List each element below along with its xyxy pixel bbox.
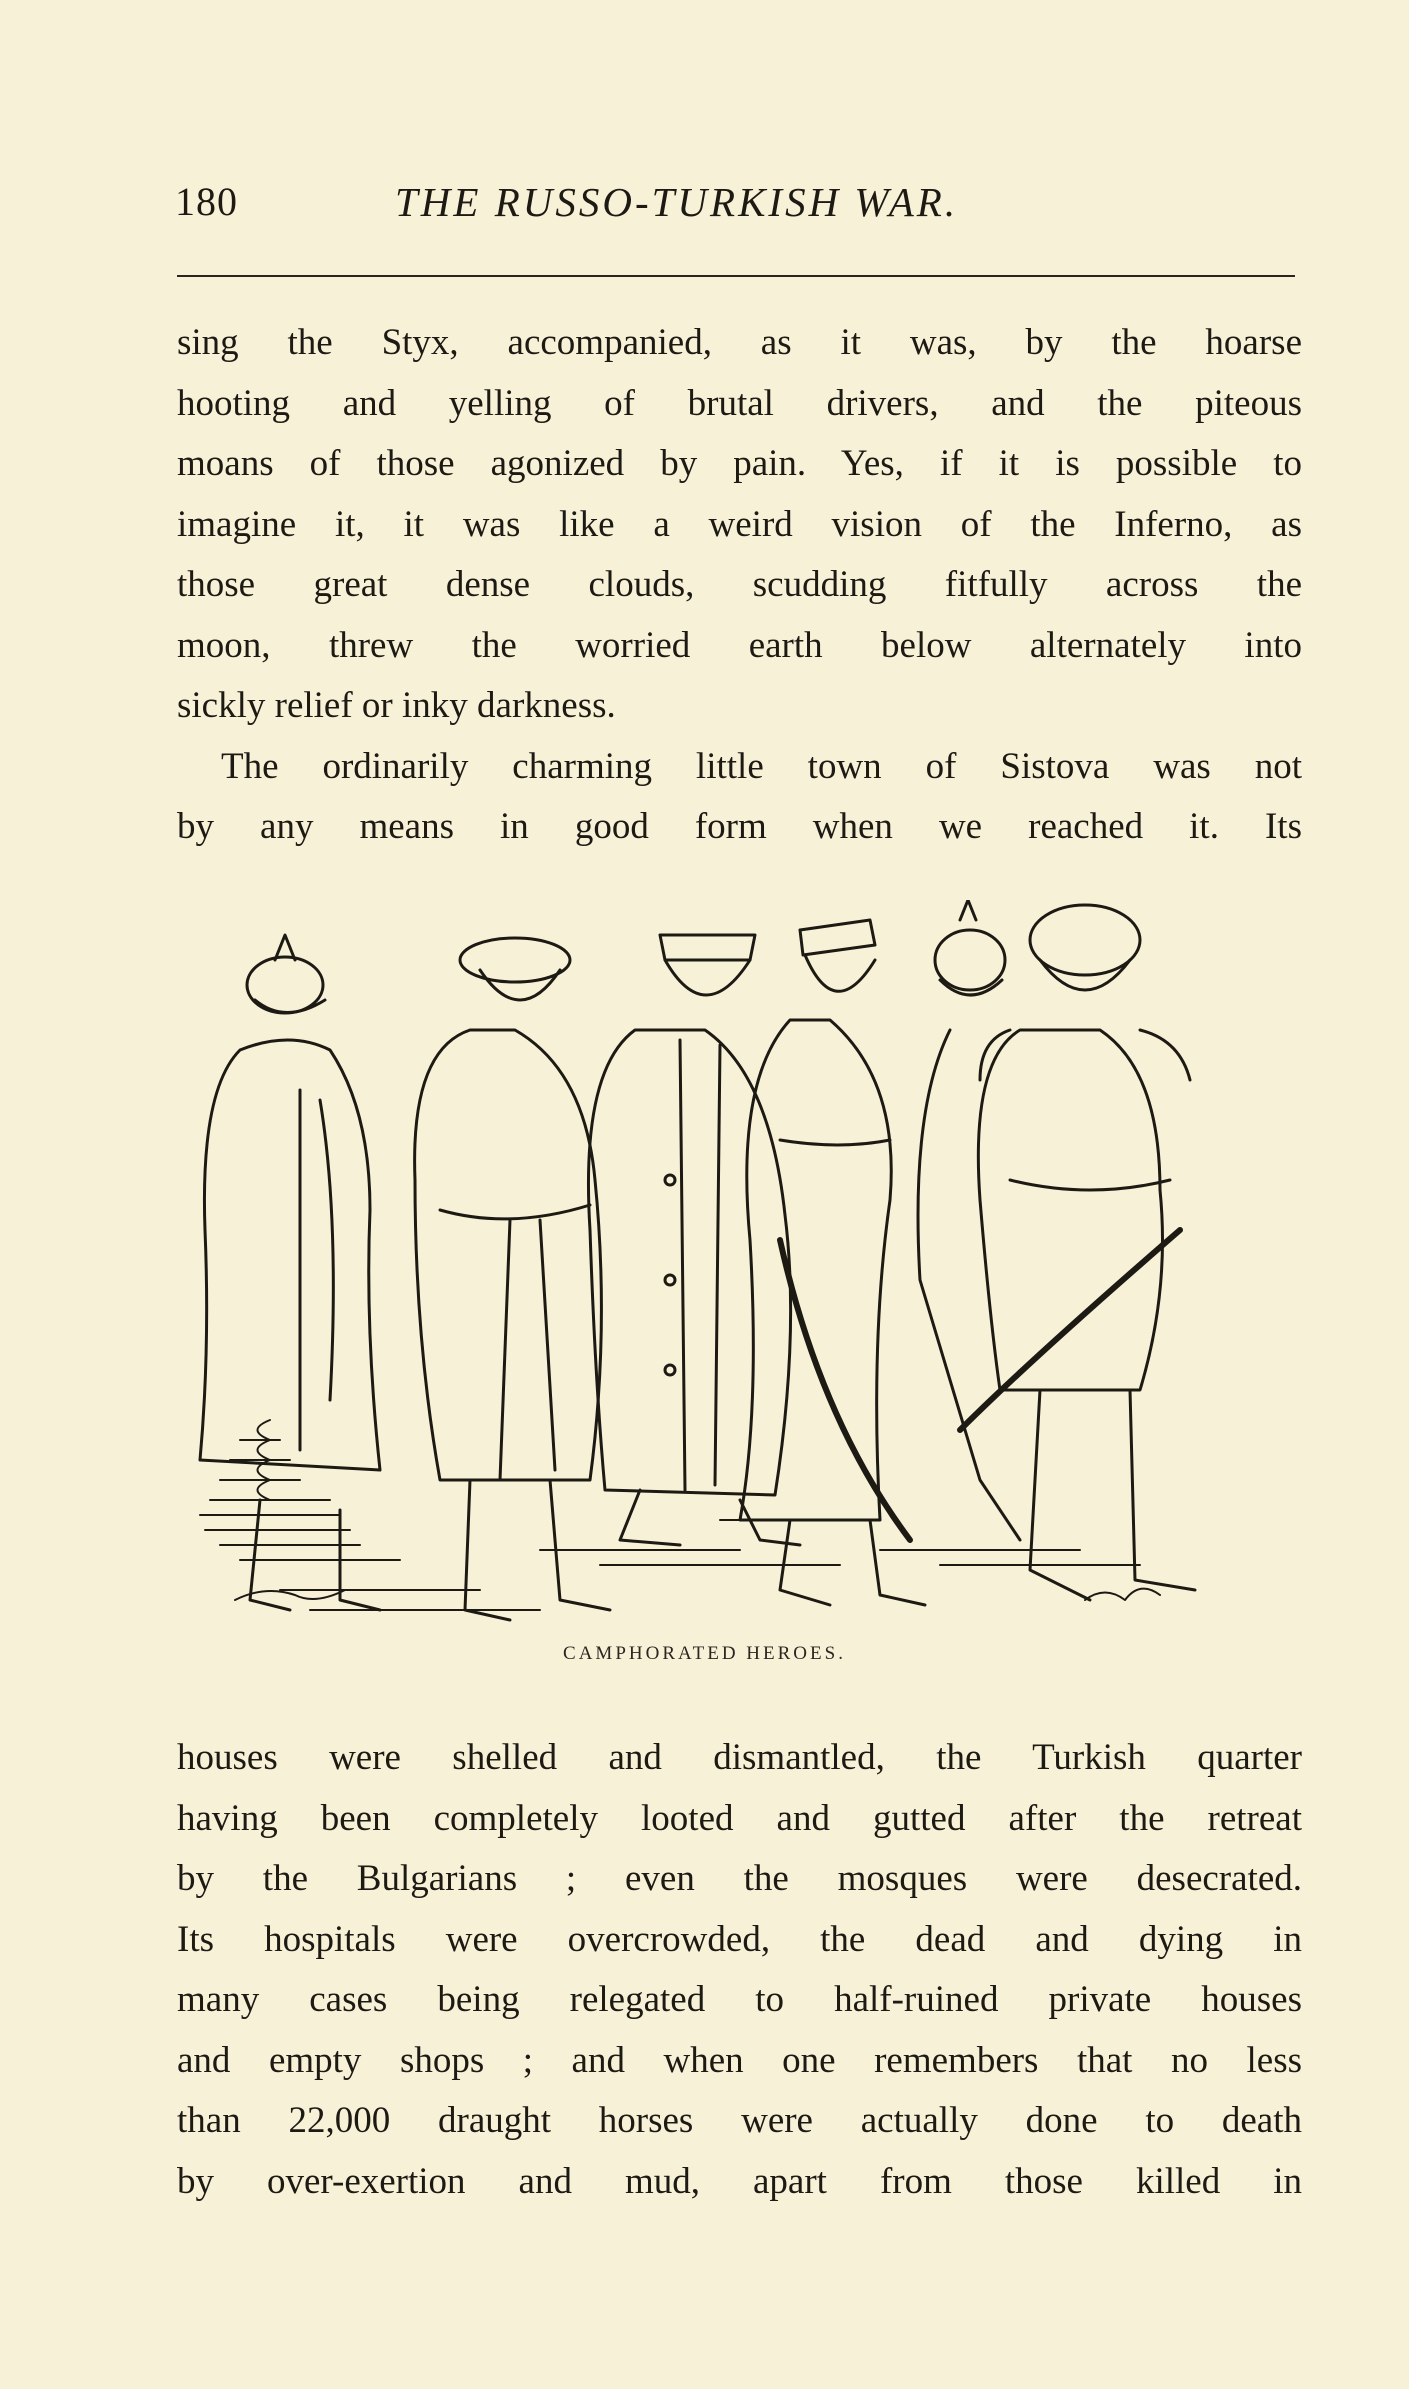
text-line: those great dense clouds, scudding fitfully across the (177, 564, 1302, 605)
text-line: than 22,000 draught horses were actually done to death (177, 2100, 1302, 2141)
text-line: and empty shops ; and when one remembers that no less (177, 2039, 1302, 2081)
body-text-bottom (177, 1728, 1302, 2212)
text-line: many cases being relegated to half-ruined private houses (177, 1979, 1302, 2020)
body-text-top (177, 313, 1302, 858)
figure-caption: CAMPHORATED HEROES. (563, 1643, 846, 1664)
text-line: moans of those agonized by pain. Yes, if it is possible to (177, 443, 1302, 484)
illustration-soldiers (180, 900, 1300, 1640)
text-line: having been completely looted and gutted after the retreat (177, 1797, 1302, 1839)
text-line: sickly relief or inky darkness. (177, 685, 616, 726)
text-line: hooting and yelling of brutal drivers, and the piteous (177, 382, 1302, 424)
page-number: 180 (175, 179, 238, 224)
text-line: by the Bulgarians ; even the mosques were desecrated. (177, 1858, 1302, 1899)
text-line: houses were shelled and dismantled, the Turkish quarter (177, 1737, 1302, 1778)
text-line: The ordinarily charming little town of Sistova was not (221, 745, 1302, 787)
text-line: Its hospitals were overcrowded, the dead and dying in (177, 1918, 1302, 1960)
running-title: THE RUSSO-TURKISH WAR. (395, 179, 959, 225)
text-line: by any means in good form when we reached it. Its (177, 806, 1302, 847)
soldier-figure-5 (918, 900, 1020, 1540)
text-line: imagine it, it was like a weird vision of the Inferno, as (177, 503, 1302, 545)
running-head (175, 178, 1300, 238)
artist-signature-right (1085, 1589, 1160, 1600)
soldier-figure-6 (960, 905, 1195, 1600)
text-line: sing the Styx, accompanied, as it was, by the hoarse (177, 322, 1302, 363)
soldier-figure-1 (200, 935, 380, 1610)
soldier-figure-3 (588, 935, 800, 1545)
text-line: moon, threw the worried earth below alternately into (177, 624, 1302, 666)
header-rule (177, 275, 1295, 277)
soldier-figure-2 (415, 938, 610, 1620)
text-line: by over-exertion and mud, apart from those killed in (177, 2160, 1302, 2202)
soldier-figure-4 (740, 920, 925, 1605)
